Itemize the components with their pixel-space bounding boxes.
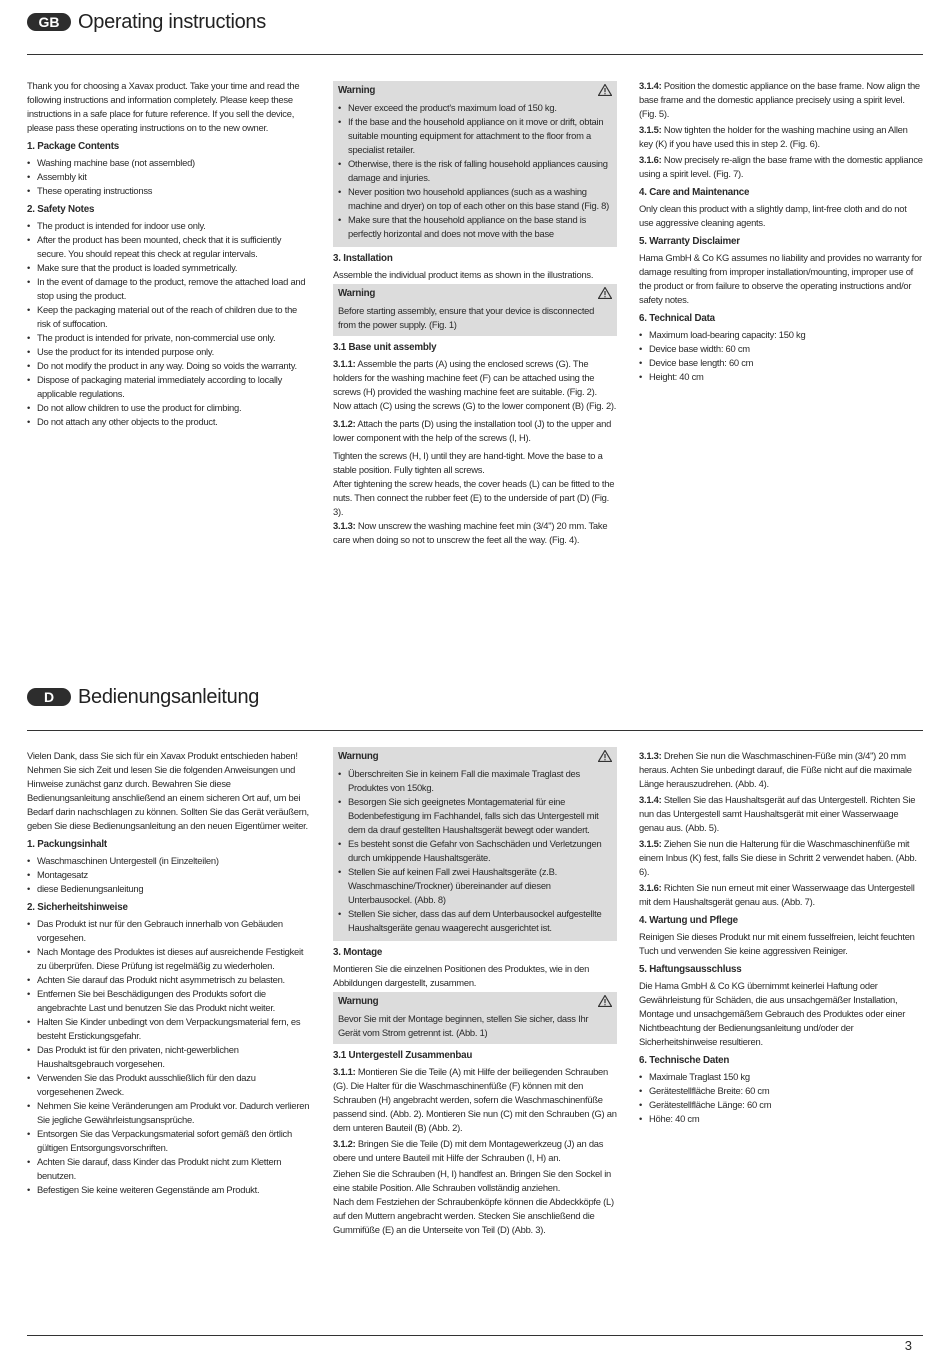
warning-triangle-icon bbox=[598, 995, 612, 1007]
list-item: • Es besteht sonst die Gefahr von Sachschäden und Verletzungen durch umkippende Haushaltsgeräte. bbox=[338, 837, 612, 865]
list-item: • Otherwise, there is the risk of falling household appliances causing damage and injuries. bbox=[338, 157, 612, 185]
safety-heading: 2. Safety Notes bbox=[27, 204, 95, 215]
step-3-1-6 bbox=[639, 881, 923, 909]
warning-box bbox=[333, 284, 617, 336]
warning-triangle-icon bbox=[598, 287, 612, 299]
step-3-1-2 bbox=[333, 1137, 617, 1165]
tighten-text-2: After tightening the screw heads, the cover heads (L) can be fitted to the nuts. Then connect the rubber feet (E) to the underside of part (D) (Fig. 3). bbox=[333, 478, 615, 517]
column-3 bbox=[639, 749, 923, 1128]
installation-heading: 3. Montage bbox=[333, 947, 383, 958]
installation-text: Montieren Sie die einzelnen Positionen des Produktes, wie in den Abbildungen dargestellt, zusammen. bbox=[333, 963, 590, 988]
header-rule bbox=[27, 730, 923, 731]
language-badge: GB bbox=[27, 13, 71, 31]
list-item: • Befestigen Sie keine weiteren Gegenstände am Produkt. bbox=[27, 1183, 311, 1197]
section-header bbox=[27, 684, 923, 714]
step-number: 3.1.1: bbox=[333, 1066, 356, 1077]
section-gb bbox=[27, 9, 923, 545]
warning-text: Bevor Sie mit der Montage beginnen, stellen Sie sicher, dass Ihr Gerät vom Strom getrennt ist. (Abb. 1) bbox=[338, 1013, 589, 1038]
step-number: 3.1.4: bbox=[639, 80, 662, 91]
list-item: • Do not allow children to use the product for climbing. bbox=[27, 401, 311, 415]
step-3-1-1 bbox=[333, 357, 617, 413]
list-item: • Gerätestellfläche Länge: 60 cm bbox=[639, 1098, 923, 1112]
step-text: Richten Sie nun erneut mit einer Wasserwaage das Untergestell mit dem Haushaltsgerät genau aus. (Abb. 7). bbox=[639, 882, 915, 907]
step-number: 3.1.3: bbox=[639, 750, 662, 761]
list-item: • Montagesatz bbox=[27, 868, 311, 882]
warning-box bbox=[333, 81, 617, 247]
installation-text: Assemble the individual product items as shown in the illustrations. bbox=[333, 269, 594, 280]
step-text: Attach the parts (D) using the installation tool (J) to the upper and lower component with the help of the screws (I, H). bbox=[333, 418, 612, 443]
step-number: 3.1.5: bbox=[639, 124, 662, 135]
step-text: Montieren Sie die Teile (A) mit Hilfe der beiliegenden Schrauben (G). Die Halter für die Waschmaschinenfüße (F) können mit den Schrauben (H) angebracht werden, sofern die Waschmaschinenfüße passend sind. (Abb. 2). Montieren Sie nun (C) mit den Schrauben (G) an dem unteren Bauteil (B) (Abb. 2). bbox=[333, 1066, 617, 1133]
step-text: Ziehen Sie nun die Halterung für die Waschmaschinenfüße mit einem Inbus (K) fest, falls Sie diese in Schritt 2 verwendet haben. (Abb. 6). bbox=[639, 838, 917, 877]
list-item: • Washing machine base (not assembled) bbox=[27, 156, 311, 170]
safety-list bbox=[27, 219, 311, 429]
list-item: • Nach Montage des Produktes ist dieses auf ausreichende Festigkeit zu überprüfen. Diese Prüfung ist regelmäßig zu wiederholen. bbox=[27, 945, 311, 973]
step-number: 3.1.5: bbox=[639, 838, 662, 849]
step-3-1-5 bbox=[639, 837, 923, 879]
step-text: Assemble the parts (A) using the enclosed screws (G). The holders for the washing machine feet (F) can be attached using the screws (H) provided the washing machine feet are suitable. (Fig. 2). Now attach (C) using the screws (G) to the lower component (B) (Fig. 2). bbox=[333, 358, 617, 411]
language-badge: D bbox=[27, 688, 71, 706]
list-item: • Do not attach any other objects to the product. bbox=[27, 415, 311, 429]
technical-list bbox=[639, 328, 923, 384]
list-item: • Device base length: 60 cm bbox=[639, 356, 923, 370]
column-1 bbox=[27, 79, 311, 431]
list-item: • These operating instructionss bbox=[27, 184, 311, 198]
list-item: • After the product has been mounted, check that it is sufficiently secure. You should repeat this check at regular intervals. bbox=[27, 233, 311, 261]
step-3-1-3 bbox=[333, 519, 617, 547]
step-3-1-3 bbox=[639, 749, 923, 791]
header-rule bbox=[27, 54, 923, 55]
warning-title: Warnung bbox=[338, 996, 379, 1007]
list-item: • Device base width: 60 cm bbox=[639, 342, 923, 356]
list-item: • If the base and the household appliance on it move or drift, obtain suitable mounting equipment for attachment to the floor from a specialist retailer. bbox=[338, 115, 612, 157]
list-item: • Höhe: 40 cm bbox=[639, 1112, 923, 1126]
list-item: • Verwenden Sie das Produkt ausschließlich für den dazu vorgesehenen Zweck. bbox=[27, 1071, 311, 1099]
step-3-1-4 bbox=[639, 79, 923, 121]
list-item: • Never exceed the product's maximum load of 150 kg. bbox=[338, 101, 612, 115]
step-text: Now precisely re-align the base frame with the domestic appliance using a spirit level. (Fig. 7). bbox=[639, 154, 923, 179]
tighten-text-2: Nach dem Festziehen der Schraubenköpfe können die Abdeckköpfe (L) auf den Muttern angebracht werden. Stecken Sie anschließend die Gummifüße (E) an die Unterseite von Teil (D) (Abb. 3). bbox=[333, 1196, 614, 1235]
step-3-1-6 bbox=[639, 153, 923, 181]
step-number: 3.1.1: bbox=[333, 358, 356, 369]
intro-text: Vielen Dank, dass Sie sich für ein Xavax Produkt entschieden haben! Nehmen Sie sich Zeit und lesen Sie die folgenden Anweisungen und Hinweise zunächst ganz durch. Bewahren Sie diese Bedienungsanleitung anschließend an einem sicheren Ort auf, um bei Bedarf darin nachschlagen zu können. Sollten Sie das Gerät veräußern, geben Sie diese Bedienungsanleitung an den neuen Eigentümer weiter. bbox=[27, 750, 309, 831]
list-item: • Use the product for its intended purpose only. bbox=[27, 345, 311, 359]
column-1 bbox=[27, 749, 311, 1199]
list-item: • Stellen Sie sicher, dass das auf dem Unterbausockel aufgestellte Haushaltsgeräte genau waagerecht ausgerichtet ist. bbox=[338, 907, 612, 935]
list-item: • Entfernen Sie bei Beschädigungen des Produkts sofort die angebrachte Last und benutzen Sie das Produkt nicht weiter. bbox=[27, 987, 311, 1015]
list-item: • Besorgen Sie sich geeignetes Montagematerial für eine Bodenbefestigung im Fachhandel, falls sich das Untergestell mit dem da drauf gestellten Haushaltsgerät bewegt oder wandert. bbox=[338, 795, 612, 837]
list-item: • Assembly kit bbox=[27, 170, 311, 184]
package-heading: 1. Package Contents bbox=[27, 141, 120, 152]
warning-title: Warning bbox=[338, 85, 376, 96]
list-item: • Make sure that the household appliance on the base stand is perfectly horizontal and does not move with the base bbox=[338, 213, 612, 241]
section-title: Bedienungsanleitung bbox=[78, 686, 260, 708]
list-item: • Height: 40 cm bbox=[639, 370, 923, 384]
intro-text: Thank you for choosing a Xavax product. Take your time and read the following instructions and information completely. Please keep these instructions in a safe place for future reference. If you sell the device, please pass these operating instructions on to the new owner. bbox=[27, 80, 300, 133]
warning-text: Before starting assembly, ensure that your device is disconnected from the power supply. (Fig. 1) bbox=[338, 305, 595, 330]
tighten-text-1: Tighten the screws (H, I) until they are hand-tight. Move the base to a stable position. Fully tighten all screws. bbox=[333, 450, 603, 475]
list-item: • Make sure that the product is loaded symmetrically. bbox=[27, 261, 311, 275]
warning-triangle-icon bbox=[598, 750, 612, 762]
list-item: • Nehmen Sie keine Veränderungen am Produkt vor. Dadurch verlieren Sie jegliche Gewährleistungsansprüche. bbox=[27, 1099, 311, 1127]
technical-list bbox=[639, 1070, 923, 1126]
list-item: • The product is intended for private, non-commercial use only. bbox=[27, 331, 311, 345]
list-item: • Stellen Sie auf keinen Fall zwei Haushaltsgeräte (z.B. Waschmaschine/Trockner) übereinander auf diesen Unterbausockel. (Abb. 8) bbox=[338, 865, 612, 907]
step-3-1-4 bbox=[639, 793, 923, 835]
column-2 bbox=[333, 81, 617, 547]
list-item: • The product is intended for indoor use only. bbox=[27, 219, 311, 233]
list-item: • In the event of damage to the product, remove the attached load and stop using the product. bbox=[27, 275, 311, 303]
page-number: 3 bbox=[904, 1338, 912, 1353]
care-text: Only clean this product with a slightly damp, lint-free cloth and do not use aggressive cleaning agents. bbox=[639, 203, 907, 228]
warranty-heading: 5. Warranty Disclaimer bbox=[639, 236, 740, 247]
list-item: • diese Bedienungsanleitung bbox=[27, 882, 311, 896]
care-heading: 4. Wartung und Pflege bbox=[639, 915, 738, 926]
list-item: • Halten Sie Kinder unbedingt von dem Verpackungsmaterial fern, es besteht Erstickungsgefahr. bbox=[27, 1015, 311, 1043]
list-item: • Entsorgen Sie das Verpackungsmaterial sofort gemäß den örtlich gültigen Entsorgungsvorschriften. bbox=[27, 1127, 311, 1155]
list-item: • Achten Sie darauf das Produkt nicht asymmetrisch zu belasten. bbox=[27, 973, 311, 987]
warranty-heading: 5. Haftungsausschluss bbox=[639, 964, 742, 975]
care-heading: 4. Care and Maintenance bbox=[639, 187, 750, 198]
installation-heading: 3. Installation bbox=[333, 253, 393, 264]
list-item: • Das Produkt ist für den privaten, nicht-gewerblichen Haushaltsgebrauch vorgesehen. bbox=[27, 1043, 311, 1071]
step-number: 3.1.6: bbox=[639, 154, 662, 165]
step-text: Now unscrew the washing machine feet min (3/4") 20 mm. Take care when doing so not to unscrew the feet all the way. (Fig. 4). bbox=[333, 520, 608, 545]
list-item: • Keep the packaging material out of the reach of children due to the risk of suffocation. bbox=[27, 303, 311, 331]
list-item: • Das Produkt ist nur für den Gebrauch innerhalb von Gebäuden vorgesehen. bbox=[27, 917, 311, 945]
warning-triangle-icon bbox=[598, 84, 612, 96]
list-item: • Achten Sie darauf, dass Kinder das Produkt nicht zum Klettern benutzen. bbox=[27, 1155, 311, 1183]
footer-rule bbox=[27, 1335, 923, 1336]
warning-list bbox=[338, 767, 612, 935]
list-item: • Überschreiten Sie in keinem Fall die maximale Traglast des Produktes von 150kg. bbox=[338, 767, 612, 795]
step-text: Position the domestic appliance on the base frame. Now align the base frame and the domestic appliance precisely using a spirit level. (Fig. 5). bbox=[639, 80, 920, 119]
section-header bbox=[27, 9, 923, 39]
section-title: Operating instructions bbox=[78, 11, 266, 33]
list-item: • Maximale Traglast 150 kg bbox=[639, 1070, 923, 1084]
step-text: Bringen Sie die Teile (D) mit dem Montagewerkzeug (J) an das obere und untere Bauteil mit Hilfe der Schrauben (I, H) an. bbox=[333, 1138, 604, 1163]
step-3-1-2 bbox=[333, 417, 617, 445]
step-text: Stellen Sie das Haushaltsgerät auf das Untergestell. Richten Sie nun das Untergestell samt Haushaltsgerät mit einer Wasserwaage genau aus. (Abb. 5). bbox=[639, 794, 916, 833]
safety-list bbox=[27, 917, 311, 1197]
package-list bbox=[27, 156, 311, 198]
warning-box bbox=[333, 747, 617, 941]
list-item: • Never position two household appliances (such as a washing machine and dryer) on top of each other on this base stand (Fig. 8) bbox=[338, 185, 612, 213]
warranty-text: Hama GmbH & Co KG assumes no liability and provides no warranty for damage resulting from improper installation/mounting, improper use of the product or from failure to observe the operating instructions and/or safety notes. bbox=[639, 252, 922, 305]
step-text: Drehen Sie nun die Waschmaschinen-Füße min (3/4") 20 mm heraus. Achten Sie unbedingt darauf, die Füße nicht auf die maximale Länge herauszudrehen. (Abb. 4). bbox=[639, 750, 912, 789]
step-3-1-5 bbox=[639, 123, 923, 151]
step-number: 3.1.3: bbox=[333, 520, 356, 531]
step-number: 3.1.4: bbox=[639, 794, 662, 805]
column-2 bbox=[333, 747, 617, 1237]
step-3-1-1 bbox=[333, 1065, 617, 1135]
step-number: 3.1.2: bbox=[333, 418, 356, 429]
warning-box bbox=[333, 992, 617, 1044]
care-text: Reinigen Sie dieses Produkt nur mit einem fusselfreien, leicht feuchten Tuch und verwenden Sie keine aggressiven Reiniger. bbox=[639, 931, 915, 956]
list-item: • Dispose of packaging material immediately according to locally applicable regulations. bbox=[27, 373, 311, 401]
base-assembly-heading: 3.1 Base unit assembly bbox=[333, 342, 437, 353]
step-number: 3.1.6: bbox=[639, 882, 662, 893]
tighten-text-1: Ziehen Sie die Schrauben (H, I) handfest an. Bringen Sie den Sockel in eine stabile Position. Alle Schrauben vollständig anziehen. bbox=[333, 1168, 611, 1193]
warranty-text: Die Hama GmbH & Co KG übernimmt keinerlei Haftung oder Gewährleistung für Schäden, die aus unsachgemäßer Installation, Montage und unsachgemäßem Gebrauch des Produktes oder einer Nichtbeachtung der Bedienungsanleitung und/oder der Sicherheitshinweise resultieren. bbox=[639, 980, 906, 1047]
warning-title: Warnung bbox=[338, 751, 379, 762]
list-item: • Do not modify the product in any way. Doing so voids the warranty. bbox=[27, 359, 311, 373]
base-assembly-heading: 3.1 Untergestell Zusammenbau bbox=[333, 1050, 473, 1061]
safety-heading: 2. Sicherheitshinweise bbox=[27, 902, 128, 913]
warning-list bbox=[338, 101, 612, 241]
list-item: • Gerätestellfläche Breite: 60 cm bbox=[639, 1084, 923, 1098]
technical-heading: 6. Technische Daten bbox=[639, 1055, 730, 1066]
step-text: Now tighten the holder for the washing machine using an Allen key (K) if you have used this in step 2. (Fig. 6). bbox=[639, 124, 908, 149]
step-number: 3.1.2: bbox=[333, 1138, 356, 1149]
technical-heading: 6. Technical Data bbox=[639, 313, 715, 324]
package-list bbox=[27, 854, 311, 896]
package-heading: 1. Packungsinhalt bbox=[27, 839, 107, 850]
section-de bbox=[27, 684, 923, 1235]
column-3 bbox=[639, 79, 923, 386]
list-item: • Waschmaschinen Untergestell (in Einzelteilen) bbox=[27, 854, 311, 868]
list-item: • Maximum load-bearing capacity: 150 kg bbox=[639, 328, 923, 342]
warning-title: Warning bbox=[338, 288, 376, 299]
